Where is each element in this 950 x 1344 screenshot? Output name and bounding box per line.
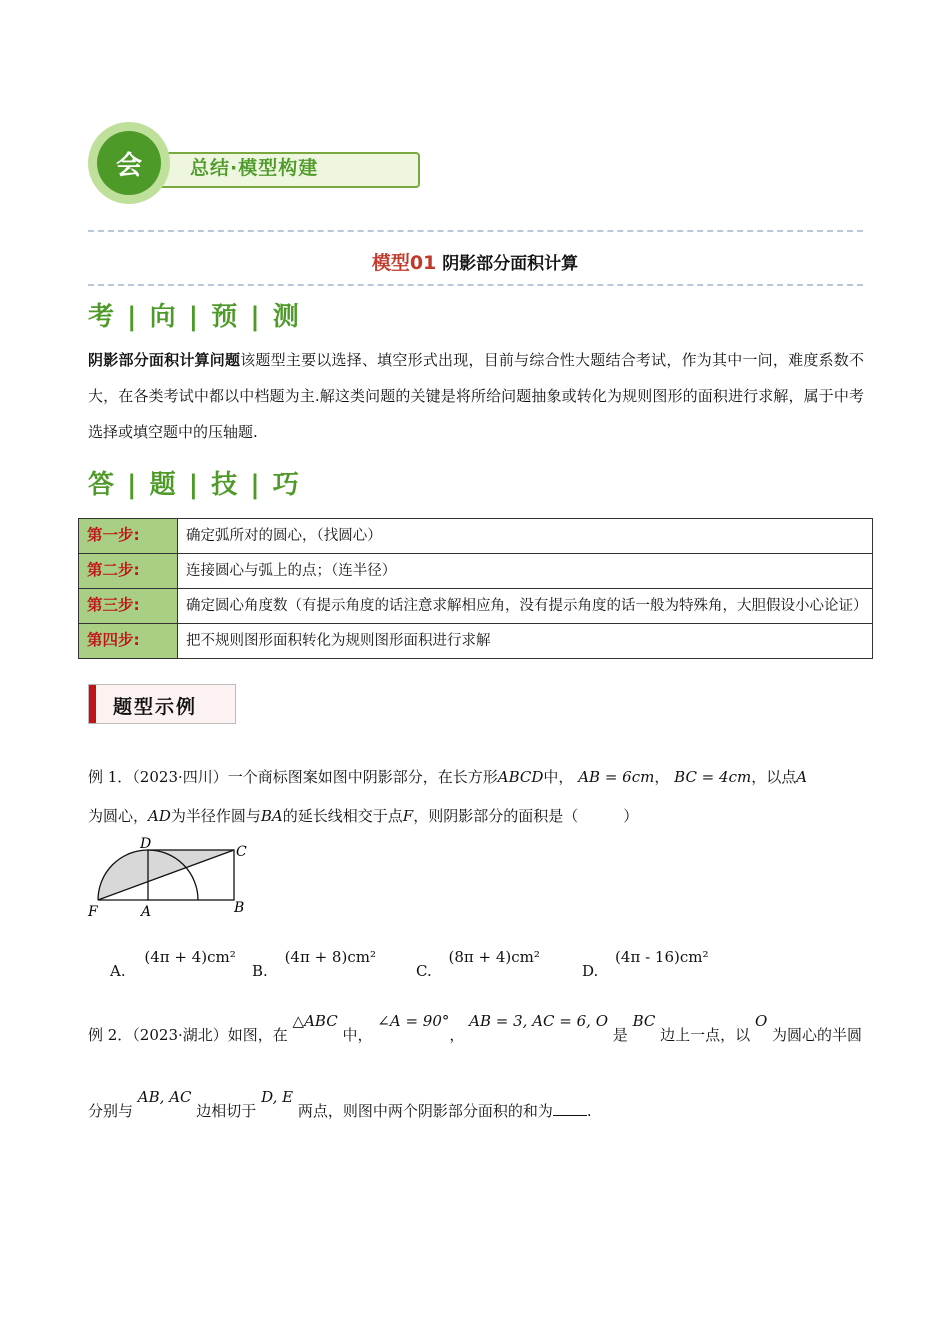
option-value: (8π + 4)cm² — [448, 948, 540, 966]
option-key: A. — [110, 962, 126, 980]
option-key: C. — [416, 962, 432, 980]
step-row — [79, 554, 873, 589]
text: 的延长线相交于点 — [282, 807, 403, 825]
examples-banner-bar — [89, 685, 96, 723]
option-value: (4π + 8)cm² — [284, 948, 376, 966]
examples-banner — [88, 684, 236, 724]
step-label: 第四步: — [79, 624, 178, 659]
label-f: F — [88, 904, 98, 920]
math-sides: AB = 3, AC = 6, O — [469, 1012, 609, 1030]
math-ba: BA — [260, 807, 283, 825]
step-row — [79, 519, 873, 554]
text: ， — [449, 1026, 465, 1044]
option-d[interactable] — [582, 948, 709, 980]
heading-answer-tips: 答 | 题 | 技 | 巧 — [88, 470, 301, 500]
text: 为圆心， — [88, 807, 149, 825]
example1-line1 — [88, 766, 807, 787]
step-label: 第一步: — [79, 519, 178, 554]
example1-line2 — [88, 805, 638, 826]
text: 边上一点，以 — [660, 1026, 751, 1044]
math-o: O — [754, 1012, 768, 1030]
text: 边相切于 — [196, 1102, 257, 1120]
math-ab: AB = 6cm — [578, 768, 655, 786]
examples-banner-label: 题型示例 — [113, 696, 198, 718]
shaded-region-left — [98, 850, 148, 900]
math-ad: AD — [148, 807, 171, 825]
option-c[interactable] — [416, 948, 540, 980]
math-a: A — [796, 768, 808, 786]
step-label: 第三步: — [79, 589, 178, 624]
banner-label: 总结·模型构建 — [190, 157, 319, 179]
math-bc: BC — [632, 1012, 656, 1030]
text: ， — [654, 768, 670, 786]
math-abac: AB, AC — [137, 1088, 192, 1106]
text: . — [586, 1102, 592, 1120]
banner-circle — [88, 122, 170, 204]
label-d: D — [140, 836, 152, 852]
math-angle: ∠A = 90° — [377, 1012, 450, 1030]
step-row — [79, 624, 873, 659]
option-key: D. — [582, 962, 599, 980]
intro-paragraph — [88, 342, 864, 450]
steps-table — [78, 518, 873, 659]
option-value: (4π + 4)cm² — [144, 948, 236, 966]
text: 分别与 — [88, 1102, 134, 1120]
banner-circle-char: 会 — [97, 131, 161, 195]
model-title — [0, 248, 950, 275]
intro-text: 该题型主要以选择、填空形式出现，目前与综合性大题结合考试，作为其中一问，难度系数不大，在各类考试中都以中档题为主.解这类问题的关键是将所给问题抽象或转化为规则图形的面积进行求解，属于中考选择或填空题中的压轴题. — [88, 351, 864, 441]
math-bc: BC = 4cm — [674, 768, 752, 786]
text: 中， — [342, 1026, 373, 1044]
example2-prefix: 例 2．（2023·湖北）如图，在 — [88, 1026, 288, 1044]
intro-bold: 阴影部分面积计算问题 — [88, 351, 241, 369]
text: 为圆心的半圆 — [772, 1026, 863, 1044]
text: 为半径作圆与 — [170, 807, 261, 825]
math-f: F — [402, 807, 414, 825]
text: 中， — [543, 768, 574, 786]
example1-figure — [84, 836, 254, 922]
divider-bottom — [88, 284, 863, 286]
label-a: A — [141, 904, 152, 920]
math-de: D, E — [261, 1088, 294, 1106]
step-text: 连接圆心与弧上的点；（连半径） — [178, 554, 873, 589]
step-row — [79, 589, 873, 624]
text: ，则阴影部分的面积是（ ） — [413, 807, 639, 825]
math-rect: ABCD — [497, 768, 544, 786]
option-key: B. — [252, 962, 268, 980]
option-b[interactable] — [252, 948, 376, 980]
example1-prefix: 例 1．（2023·四川）一个商标图案如图中阴影部分，在长方形 — [88, 768, 498, 786]
divider-top — [88, 230, 863, 232]
step-text: 确定弧所对的圆心，（找圆心） — [178, 519, 873, 554]
answer-blank[interactable] — [553, 1115, 587, 1116]
model-number: 模型01 — [371, 252, 437, 274]
step-label: 第二步: — [79, 554, 178, 589]
text: 是 — [612, 1026, 628, 1044]
example2-line2 — [88, 1088, 592, 1121]
example2-line1 — [88, 1012, 863, 1045]
text: ，以点 — [751, 768, 797, 786]
math-triangle: △ABC — [292, 1012, 338, 1030]
text: 两点，则图中两个阴影部分面积的和为 — [297, 1102, 553, 1120]
step-text: 把不规则图形面积转化为规则图形面积进行求解 — [178, 624, 873, 659]
label-c: C — [236, 844, 247, 860]
label-b: B — [234, 900, 245, 916]
option-value: (4π - 16)cm² — [615, 948, 709, 966]
heading-exam-forecast: 考 | 向 | 预 | 测 — [88, 302, 301, 332]
model-name: 阴影部分面积计算 — [442, 254, 579, 274]
option-a[interactable] — [110, 948, 236, 980]
step-text: 确定圆心角度数（有提示角度的话注意求解相应角，没有提示角度的话一般为特殊角，大胆假设小心论证） — [178, 589, 873, 624]
section-banner — [88, 122, 378, 210]
